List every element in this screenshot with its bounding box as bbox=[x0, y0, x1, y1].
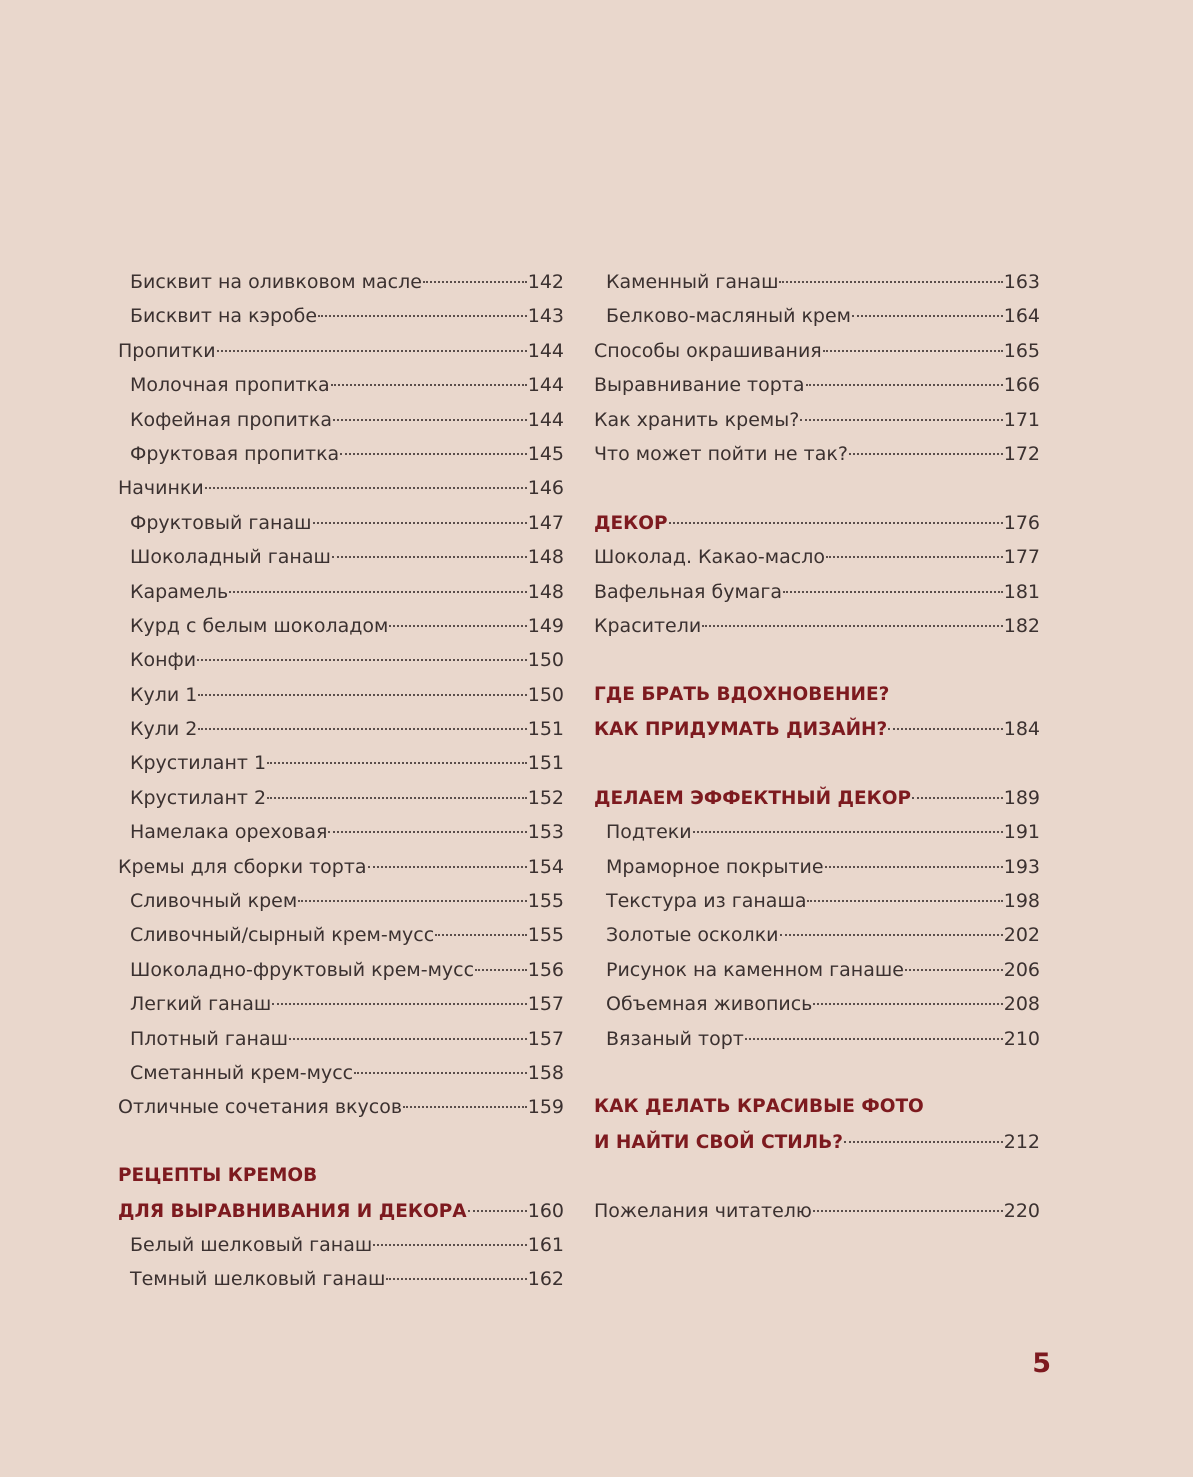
leader-dots bbox=[313, 518, 527, 524]
wishes-page: 220 bbox=[1003, 1199, 1040, 1222]
toc-entry-page: 144 bbox=[527, 339, 564, 362]
toc-entry-page: 202 bbox=[1003, 924, 1040, 947]
toc-entry-page: 147 bbox=[527, 511, 564, 534]
toc-entry-page: 150 bbox=[527, 649, 564, 672]
toc-entry[interactable] bbox=[118, 884, 564, 918]
leader-dots bbox=[298, 896, 527, 902]
leader-dots bbox=[779, 277, 1002, 283]
leader-dots bbox=[229, 587, 527, 593]
toc-entry-title: Крустилант 2 bbox=[130, 786, 267, 809]
toc-entry[interactable] bbox=[118, 609, 564, 643]
toc-entry[interactable] bbox=[594, 368, 1040, 402]
section-photo-title-line1: КАК ДЕЛАТЬ КРАСИВЫЕ ФОТО bbox=[594, 1096, 924, 1118]
leader-dots bbox=[780, 930, 1003, 936]
toc-entry-page: 158 bbox=[527, 1061, 564, 1084]
section-decor-page: 176 bbox=[1003, 511, 1040, 534]
toc-entry[interactable] bbox=[118, 471, 564, 505]
toc-entry-title: Способы окрашивания bbox=[594, 339, 822, 362]
leader-dots bbox=[198, 724, 526, 730]
leader-dots bbox=[852, 311, 1003, 317]
leader-dots bbox=[272, 999, 526, 1005]
toc-entry[interactable] bbox=[118, 1056, 564, 1090]
toc-entry[interactable] bbox=[118, 368, 564, 402]
toc-entry-page: 142 bbox=[527, 271, 564, 293]
toc-entry-page: 164 bbox=[1003, 305, 1040, 328]
toc-entry-page: 156 bbox=[527, 958, 564, 981]
toc-entry[interactable] bbox=[118, 643, 564, 677]
toc-entry-page: 143 bbox=[527, 305, 564, 328]
spacer bbox=[594, 746, 1040, 780]
toc-entry-title: Каменный ганаш bbox=[606, 271, 779, 293]
toc-entry[interactable] bbox=[118, 506, 564, 540]
toc-entry-title: Шоколадный ганаш bbox=[130, 546, 331, 569]
toc-entry[interactable] bbox=[594, 575, 1040, 609]
leader-dots bbox=[912, 793, 1003, 799]
section-recipes-title-line1: РЕЦЕПТЫ КРЕМОВ bbox=[118, 1165, 318, 1187]
toc-entry-page: 159 bbox=[527, 1096, 564, 1119]
leader-dots bbox=[267, 793, 527, 799]
leader-dots bbox=[318, 311, 527, 317]
toc-entry-page: 153 bbox=[527, 821, 564, 844]
toc-entry-title: Мраморное покрытие bbox=[606, 855, 824, 878]
toc-right-items bbox=[594, 265, 1040, 471]
toc-entry[interactable] bbox=[594, 1022, 1040, 1056]
toc-entry-title: Шоколад. Какао-масло bbox=[594, 546, 825, 569]
spacer bbox=[118, 1125, 564, 1159]
toc-entry-title: Бисквит на кэробе bbox=[130, 305, 318, 328]
section-inspiration-title-line1: ГДЕ БРАТЬ ВДОХНОВЕНИЕ? bbox=[594, 683, 890, 705]
toc-entry-title: Конфи bbox=[130, 649, 197, 672]
toc-entry-page: 171 bbox=[1003, 408, 1040, 431]
section-recipes-title-line2: ДЛЯ ВЫРАВНИВАНИЯ И ДЕКОРА bbox=[118, 1200, 467, 1222]
wishes-title: Пожелания читателю bbox=[594, 1199, 812, 1222]
toc-entry-title: Вафельная бумага bbox=[594, 580, 783, 603]
toc-left-items bbox=[118, 265, 564, 1125]
toc-entry-page: 155 bbox=[527, 924, 564, 947]
leader-dots bbox=[331, 380, 527, 386]
toc-entry[interactable] bbox=[118, 403, 564, 437]
toc-entry[interactable] bbox=[594, 815, 1040, 849]
toc-entry[interactable] bbox=[594, 609, 1040, 643]
toc-entry[interactable] bbox=[594, 918, 1040, 952]
toc-entry[interactable] bbox=[118, 678, 564, 712]
toc-entry-title: Кули 1 bbox=[130, 683, 198, 706]
wishes-entry[interactable] bbox=[594, 1194, 1040, 1228]
toc-entry-page: 150 bbox=[527, 683, 564, 706]
toc-entry-title: Пропитки bbox=[118, 339, 216, 362]
toc-entry[interactable] bbox=[594, 850, 1040, 884]
toc-entry-page: 148 bbox=[527, 580, 564, 603]
leader-dots bbox=[423, 277, 527, 283]
toc-entry[interactable] bbox=[118, 781, 564, 815]
leader-dots bbox=[813, 999, 1002, 1005]
section-photo-page: 212 bbox=[1003, 1130, 1040, 1153]
leader-dots bbox=[745, 1034, 1003, 1040]
section-photo-title-line2: И НАЙТИ СВОЙ СТИЛЬ? bbox=[594, 1131, 843, 1153]
toc-entry-title: Подтеки bbox=[606, 821, 692, 844]
toc-entry-page: 157 bbox=[527, 993, 564, 1016]
toc-entry-title: Красители bbox=[594, 614, 702, 637]
toc-entry-page: 155 bbox=[527, 890, 564, 913]
section-photo-entry[interactable] bbox=[594, 1125, 1040, 1159]
spacer bbox=[594, 471, 1040, 505]
toc-entry-page: 148 bbox=[527, 546, 564, 569]
leader-dots bbox=[373, 1240, 526, 1246]
toc-entry-title: Белково-масляный крем bbox=[606, 305, 852, 328]
toc-entry-title: Курд с белым шоколадом bbox=[130, 614, 389, 637]
toc-entry[interactable] bbox=[118, 265, 564, 299]
toc-entry-title: Объемная живопись bbox=[606, 993, 813, 1016]
leader-dots bbox=[468, 1206, 527, 1212]
toc-entry[interactable] bbox=[118, 1022, 564, 1056]
toc-entry[interactable] bbox=[594, 987, 1040, 1021]
leader-dots bbox=[475, 965, 527, 971]
leader-dots bbox=[340, 449, 527, 455]
toc-entry-page: 146 bbox=[527, 477, 564, 500]
spacer bbox=[594, 1056, 1040, 1090]
leader-dots bbox=[197, 655, 527, 661]
toc-entry-page: 161 bbox=[527, 1233, 564, 1256]
leader-dots bbox=[905, 965, 1003, 971]
toc-entry-title: Белый шелковый ганаш bbox=[130, 1233, 373, 1256]
leader-dots bbox=[825, 862, 1003, 868]
section-effective-entry[interactable] bbox=[594, 781, 1040, 815]
toc-entry[interactable] bbox=[118, 299, 564, 333]
toc-entry[interactable] bbox=[118, 1262, 564, 1296]
toc-entry[interactable] bbox=[594, 299, 1040, 333]
leader-dots bbox=[403, 1102, 527, 1108]
leader-dots bbox=[807, 896, 1002, 902]
leader-dots bbox=[844, 1137, 1003, 1143]
page-number: 5 bbox=[1032, 1348, 1051, 1379]
toc-entry-title: Золотые осколки bbox=[606, 924, 779, 947]
section-inspiration-entry[interactable] bbox=[594, 712, 1040, 746]
toc-entry-page: 157 bbox=[527, 1027, 564, 1050]
section-effective-page: 189 bbox=[1003, 786, 1040, 809]
toc-entry-page: 210 bbox=[1003, 1027, 1040, 1050]
leader-dots bbox=[888, 724, 1002, 730]
toc-entry[interactable] bbox=[118, 712, 564, 746]
toc-entry[interactable] bbox=[118, 437, 564, 471]
section-recipes-items bbox=[118, 1228, 564, 1297]
leader-dots bbox=[217, 346, 527, 352]
toc-entry[interactable] bbox=[594, 403, 1040, 437]
toc-entry-page: 145 bbox=[527, 442, 564, 465]
leader-dots bbox=[669, 518, 1003, 524]
leader-dots bbox=[435, 930, 527, 936]
toc-entry[interactable] bbox=[594, 884, 1040, 918]
toc-entry[interactable] bbox=[118, 746, 564, 780]
toc-entry-title: Как хранить кремы? bbox=[594, 408, 800, 431]
toc-entry-title: Отличные сочетания вкусов bbox=[118, 1096, 403, 1119]
toc-entry[interactable] bbox=[118, 1090, 564, 1124]
section-effective-title: ДЕЛАЕМ ЭФФЕКТНЫЙ ДЕКОР bbox=[594, 787, 912, 809]
toc-entry[interactable] bbox=[594, 334, 1040, 368]
toc-right-column bbox=[594, 265, 1040, 1228]
leader-dots bbox=[198, 690, 526, 696]
toc-entry-title: Сливочный/сырный крем-мусс bbox=[130, 924, 435, 947]
toc-entry-title: Молочная пропитка bbox=[130, 374, 330, 397]
leader-dots bbox=[823, 346, 1003, 352]
toc-entry[interactable] bbox=[118, 540, 564, 574]
toc-entry[interactable] bbox=[118, 334, 564, 368]
section-effective-items bbox=[594, 815, 1040, 1056]
toc-entry-title: Фруктовый ганаш bbox=[130, 511, 312, 534]
leader-dots bbox=[813, 1206, 1003, 1212]
toc-entry-title: Карамель bbox=[130, 580, 229, 603]
toc-entry-page: 191 bbox=[1003, 821, 1040, 844]
toc-entry-page: 198 bbox=[1003, 890, 1040, 913]
leader-dots bbox=[800, 415, 1002, 421]
toc-entry[interactable] bbox=[118, 815, 564, 849]
leader-dots bbox=[389, 621, 526, 627]
toc-entry-title: Темный шелковый ганаш bbox=[130, 1268, 386, 1291]
toc-entry-title: Начинки bbox=[118, 477, 204, 500]
leader-dots bbox=[806, 380, 1003, 386]
toc-entry[interactable] bbox=[118, 953, 564, 987]
leader-dots bbox=[205, 483, 527, 489]
toc-entry-title: Рисунок на каменном ганаше bbox=[606, 958, 904, 981]
toc-entry-title: Намелака ореховая bbox=[130, 821, 328, 844]
toc-entry-title: Фруктовая пропитка bbox=[130, 442, 340, 465]
section-recipes-entry[interactable] bbox=[118, 1194, 564, 1228]
toc-entry-page: 208 bbox=[1003, 993, 1040, 1016]
toc-entry-page: 193 bbox=[1003, 855, 1040, 878]
leader-dots bbox=[826, 552, 1003, 558]
toc-entry[interactable] bbox=[118, 850, 564, 884]
toc-entry-title: Текстура из ганаша bbox=[606, 890, 807, 913]
leader-dots bbox=[333, 415, 527, 421]
leader-dots bbox=[332, 552, 527, 558]
toc-entry-page: 165 bbox=[1003, 339, 1040, 362]
toc-entry[interactable] bbox=[118, 1228, 564, 1262]
toc-entry-page: 144 bbox=[527, 408, 564, 431]
section-inspiration-title-line2: КАК ПРИДУМАТЬ ДИЗАЙН? bbox=[594, 719, 888, 741]
section-decor-entry[interactable] bbox=[594, 506, 1040, 540]
toc-entry-title: Кули 2 bbox=[130, 718, 198, 741]
toc-entry-page: 182 bbox=[1003, 614, 1040, 637]
leader-dots bbox=[693, 827, 1003, 833]
toc-entry-page: 144 bbox=[527, 374, 564, 397]
leader-dots bbox=[328, 827, 526, 833]
toc-entry-title: Выравнивание торта bbox=[594, 374, 805, 397]
toc-entry-page: 166 bbox=[1003, 374, 1040, 397]
section-decor-title: ДЕКОР bbox=[594, 512, 668, 534]
toc-entry[interactable] bbox=[594, 953, 1040, 987]
toc-entry-title: Шоколадно-фруктовый крем-мусс bbox=[130, 958, 475, 981]
toc-entry-title: Что может пойти не так? bbox=[594, 442, 848, 465]
toc-entry-title: Легкий ганаш bbox=[130, 993, 272, 1016]
toc-entry-title: Плотный ганаш bbox=[130, 1027, 289, 1050]
toc-entry[interactable] bbox=[594, 540, 1040, 574]
toc-entry-page: 151 bbox=[527, 718, 564, 741]
leader-dots bbox=[289, 1034, 527, 1040]
toc-entry-page: 163 bbox=[1003, 271, 1040, 293]
toc-entry-page: 181 bbox=[1003, 580, 1040, 603]
toc-entry[interactable] bbox=[594, 265, 1040, 299]
spacer bbox=[594, 643, 1040, 677]
leader-dots bbox=[702, 621, 1002, 627]
toc-entry[interactable] bbox=[594, 437, 1040, 471]
leader-dots bbox=[368, 862, 527, 868]
toc-entry[interactable] bbox=[118, 918, 564, 952]
leader-dots bbox=[267, 758, 527, 764]
toc-entry-page: 151 bbox=[527, 752, 564, 775]
toc-entry-title: Кофейная пропитка bbox=[130, 408, 332, 431]
toc-entry-page: 154 bbox=[527, 855, 564, 878]
toc-entry-page: 162 bbox=[527, 1268, 564, 1291]
toc-entry-title: Крустилант 1 bbox=[130, 752, 267, 775]
toc-entry-page: 152 bbox=[527, 786, 564, 809]
toc-entry-title: Кремы для сборки торта bbox=[118, 855, 367, 878]
section-recipes-page: 160 bbox=[527, 1199, 564, 1222]
leader-dots bbox=[783, 587, 1003, 593]
toc-entry-title: Сливочный крем bbox=[130, 890, 298, 913]
leader-dots bbox=[354, 1068, 527, 1074]
toc-entry-page: 206 bbox=[1003, 958, 1040, 981]
toc-entry-title: Сметанный крем-мусс bbox=[130, 1061, 354, 1084]
toc-left-column bbox=[118, 265, 564, 1297]
toc-entry-title: Вязаный торт bbox=[606, 1027, 744, 1050]
toc-entry-page: 172 bbox=[1003, 442, 1040, 465]
toc-entry-page: 177 bbox=[1003, 546, 1040, 569]
toc-entry-page: 149 bbox=[527, 614, 564, 637]
section-decor-items bbox=[594, 540, 1040, 643]
toc-entry[interactable] bbox=[118, 575, 564, 609]
leader-dots bbox=[386, 1274, 526, 1280]
section-inspiration-page: 184 bbox=[1003, 718, 1040, 741]
spacer bbox=[594, 1159, 1040, 1193]
leader-dots bbox=[849, 449, 1003, 455]
toc-entry[interactable] bbox=[118, 987, 564, 1021]
toc-entry-title: Бисквит на оливковом масле bbox=[130, 271, 422, 293]
